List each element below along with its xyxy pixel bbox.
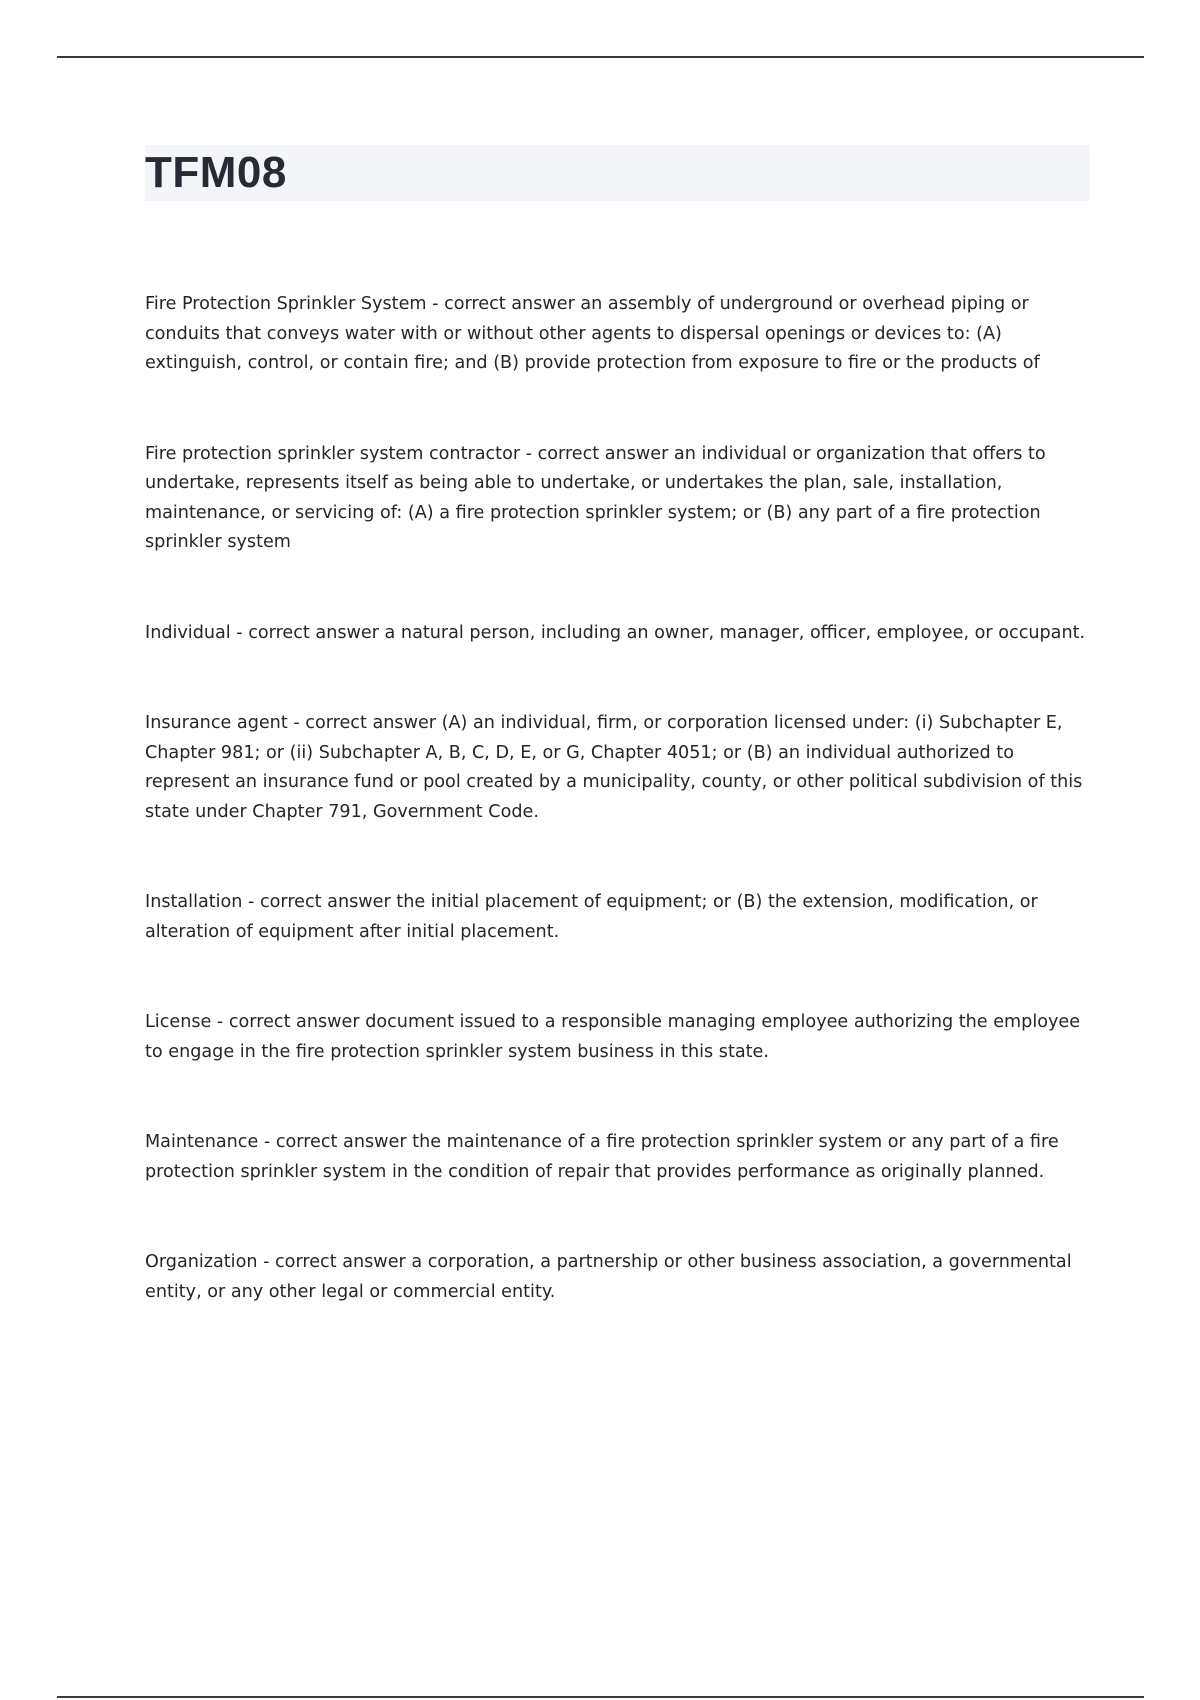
definition-entry-installation: Installation - correct answer the initial placement of equipment; or (B) the extension, modification, or alteration of equipment after initial placement.	[145, 892, 1038, 942]
document-title: TFM08	[145, 148, 287, 197]
definition-entry-insurance-agent: Insurance agent - correct answer (A) an individual, firm, or corporation licensed under: (i) Subchapter E, Chapter 981; or (ii) Subchapter A, B, C, D, E, or G, Chapter 4051; or (B) an individual authorized to represent an insurance fund or pool created by a municipality, county, or other political subdivision of this state under Chapter 791, Government Code.	[145, 713, 1083, 822]
definition-entry-license: License - correct answer document issued to a responsible managing employee authorizing the employee to engage in the fire protection sprinkler system business in this state.	[145, 1012, 1081, 1062]
definition-entry-organization: Organization - correct answer a corporation, a partnership or other business association, a governmental entity, or any other legal or commercial entity.	[145, 1252, 1072, 1302]
definition-entry-individual: Individual - correct answer a natural person, including an owner, manager, officer, employee, or occupant.	[145, 622, 1086, 643]
definitions-list	[145, 290, 1090, 1368]
definition-entry-maintenance: Maintenance - correct answer the maintenance of a fire protection sprinkler system or any part of a fire protection sprinkler system in the condition of repair that provides performance as originally planned.	[145, 1132, 1059, 1182]
top-rule	[57, 56, 1144, 58]
bottom-rule	[57, 1696, 1144, 1698]
definition-entry-sprinkler-system-contractor: Fire protection sprinkler system contractor - correct answer an individual or organization that offers to undertake, represents itself as being able to undertake, or undertakes the plan, sale, installation, maintenance, or servicing of: (A) a fire protection sprinkler system; or (B) any part of a fire protection sprinkler system	[145, 443, 1046, 552]
definition-entry-fire-protection-sprinkler-system: Fire Protection Sprinkler System - correct answer an assembly of underground or overhead piping or conduits that conveys water with or without other agents to dispersal openings or devices to: (A) extinguish, control, or contain fire; and (B) provide protection from exposure to fire or the products of	[145, 294, 1040, 373]
